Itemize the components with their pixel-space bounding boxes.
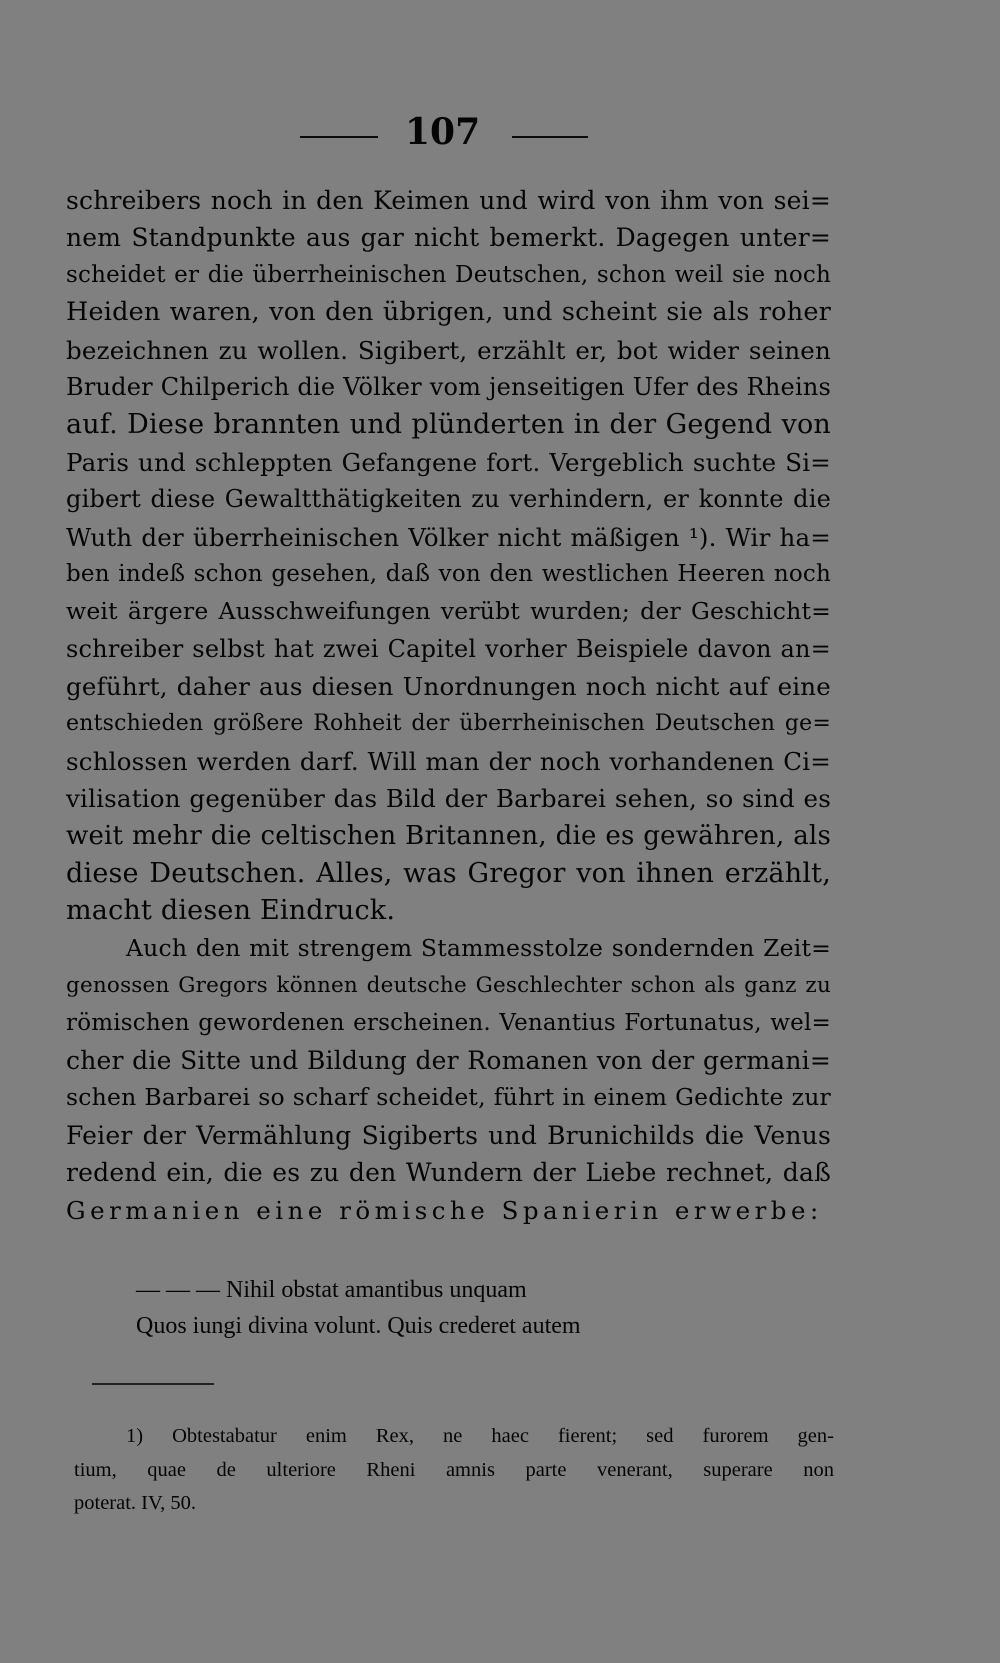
text-line: cher die Sitte und Bildung der Romanen von der germani= — [66, 1045, 831, 1075]
text-line: schreiber selbst hat zwei Capitel vorher Beispiele davon an= — [66, 634, 831, 663]
text-line: schlossen werden darf. Will man der noch vorhandenen Ci= — [66, 746, 831, 776]
footnote-line: 1) Obtestabatur enim Rex, ne haec fierent; sed furorem gen- — [126, 1425, 834, 1447]
footnote-line: poterat. IV, 50. — [74, 1492, 197, 1514]
text-line: weit ärgere Ausschweifungen verübt wurden; der Geschicht= — [66, 597, 831, 626]
latin-quotation — [136, 1272, 756, 1344]
text-line: gibert diese Gewaltthätigkeiten zu verhindern, er konnte die — [66, 485, 831, 514]
text-line: entschieden größere Rohheit der überrheinischen Deutschen ge= — [66, 711, 831, 737]
text-line: bezeichnen zu wollen. Sigibert, erzählt er, bot wider seinen — [66, 335, 831, 365]
footnote-divider — [92, 1383, 214, 1385]
text-line: redend ein, die es zu den Wundern der Liebe rechnet, daß — [66, 1158, 831, 1188]
header-rule-left — [300, 136, 378, 138]
page-header — [0, 108, 1000, 158]
footnote-line: tium, quae de ulteriore Rheni amnis parte venerant, superare non — [74, 1458, 834, 1481]
text-line: geführt, daher aus diesen Unordnungen noch nicht auf eine — [66, 672, 831, 702]
text-line: Wuth der überrheinischen Völker nicht mäßigen ¹). Wir ha= — [66, 522, 831, 552]
text-line: Bruder Chilperich die Völker vom jenseitigen Ufer des Rheins — [66, 372, 831, 401]
text-line: ben indeß schon gesehen, daß von den westlichen Heeren noch — [66, 560, 831, 587]
text-line: genossen Gregors können deutsche Geschlechter schon als ganz zu — [66, 973, 831, 999]
page-number: 107 — [405, 111, 481, 153]
text-line: Germanien eine römische Spanierin erwerbe: — [66, 1195, 823, 1225]
quote-line: Quos iungi divina volunt. Quis crederet autem — [136, 1313, 581, 1339]
text-line: schen Barbarei so scharf scheidet, führt in einem Gedichte zur — [66, 1083, 831, 1112]
text-line: Paris und schleppten Gefangene fort. Vergeblich suchte Si= — [66, 447, 831, 477]
footnote — [74, 1420, 834, 1521]
text-line: macht diesen Eindruck. — [66, 895, 396, 927]
text-line: nem Standpunkte aus gar nicht bemerkt. Dagegen unter= — [66, 223, 831, 253]
paragraph-start-line: Auch den mit strengem Stammesstolze sondernden Zeit= — [126, 933, 831, 962]
text-line: römischen gewordenen erscheinen. Venantius Fortunatus, wel= — [66, 1009, 831, 1036]
quote-line: — — — Nihil obstat amantibus unquam — [136, 1277, 527, 1303]
header-rule-right — [512, 136, 588, 138]
text-line: Heiden waren, von den übrigen, und scheint sie als roher — [66, 297, 831, 328]
text-line: diese Deutschen. Alles, was Gregor von ihnen erzählt, — [66, 858, 831, 890]
text-line: Feier der Vermählung Sigiberts und Brunichilds die Venus — [66, 1120, 831, 1150]
text-line: auf. Diese brannten und plünderten in der Gegend von — [66, 409, 831, 441]
text-line: vilisation gegenüber das Bild der Barbarei sehen, so sind es — [66, 784, 831, 814]
text-line: scheidet er die überrheinischen Deutschen, schon weil sie noch — [66, 261, 831, 288]
text-line: weit mehr die celtischen Britannen, die es gewähren, als — [66, 820, 831, 851]
text-line: schreibers noch in den Keimen und wird von ihm von sei= — [66, 186, 831, 215]
main-text — [66, 182, 831, 1229]
